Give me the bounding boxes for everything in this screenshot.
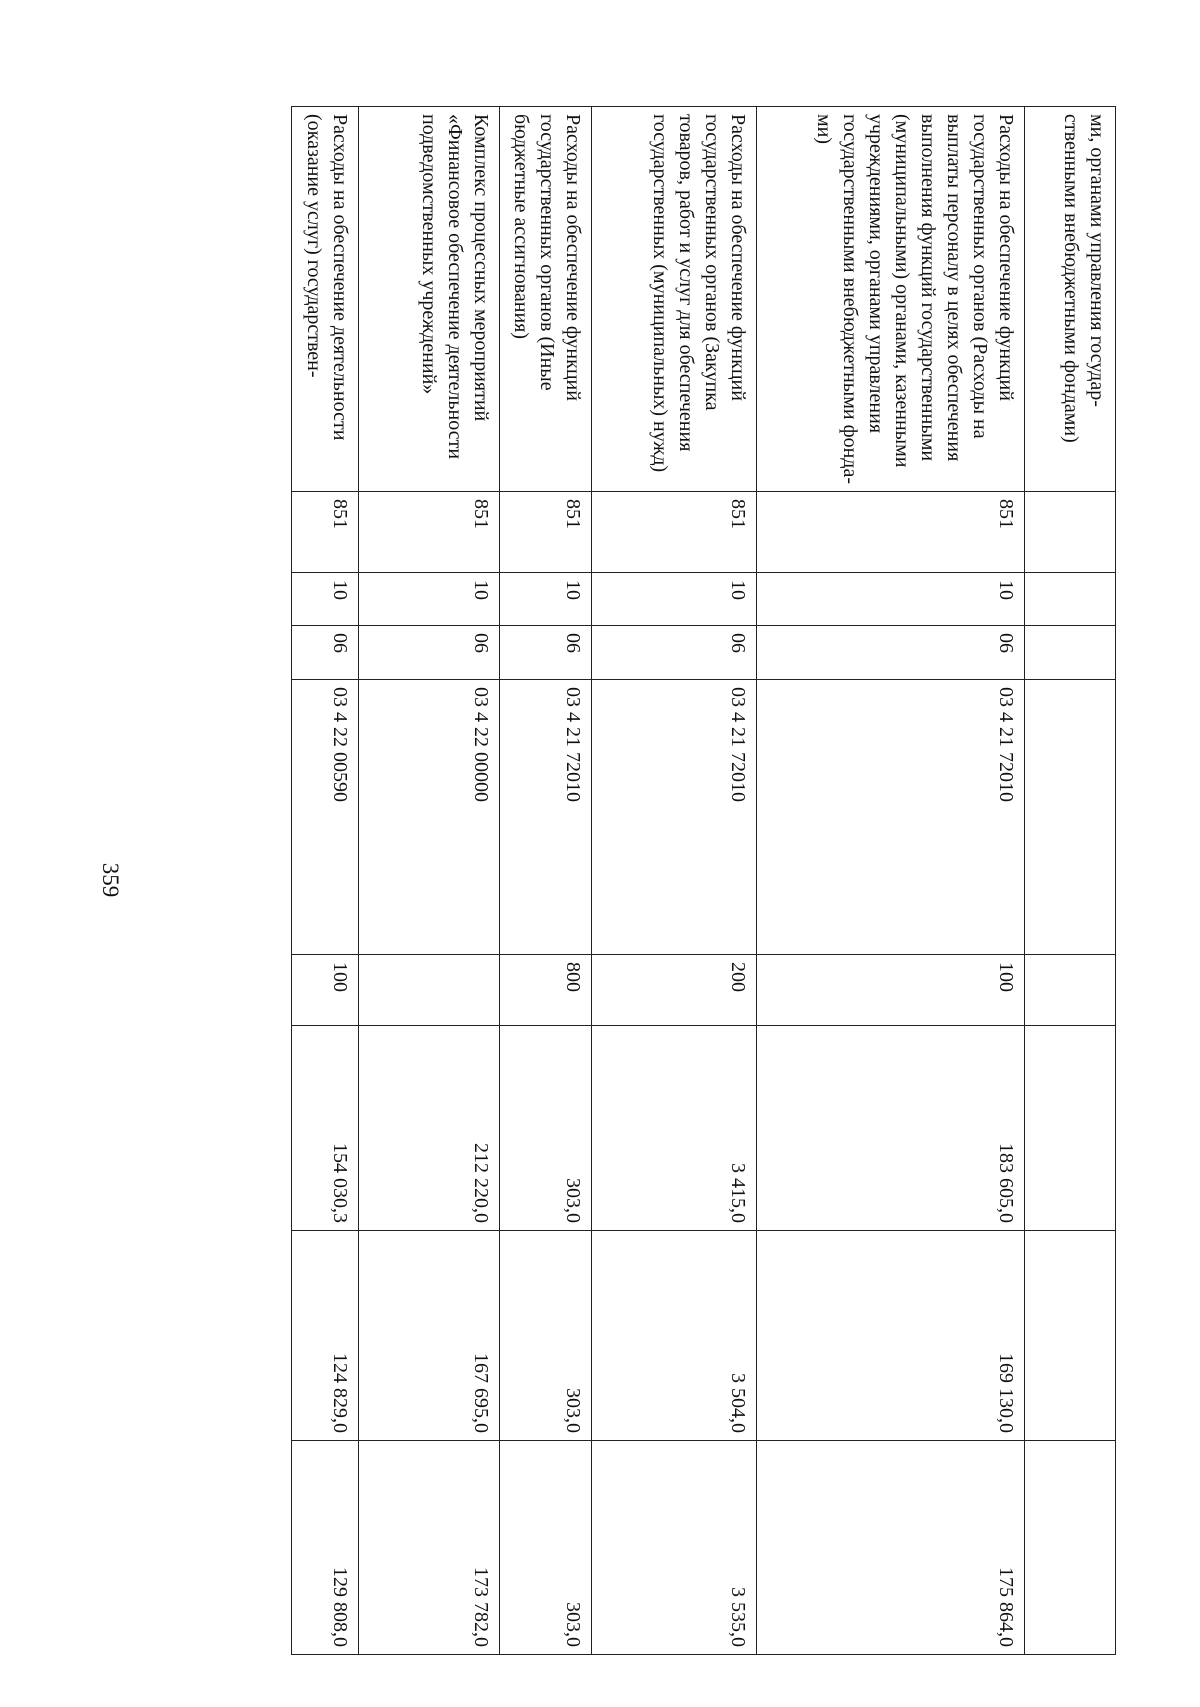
- expense-name-cell: Расходы на обеспечение деятельности (оказание услуг) государствен-: [292, 107, 359, 492]
- amount-year2-cell: 169 130,0: [757, 1231, 1025, 1441]
- expense-type-cell: 200: [592, 955, 757, 1026]
- amount-year3-cell: 175 864,0: [757, 1441, 1025, 1655]
- amount-year3-cell: 303,0: [500, 1441, 592, 1655]
- target-article-cell: 03 4 21 72010: [500, 680, 592, 955]
- expense-name-cell: Расходы на обеспечение функций государственных органов (Расходы на выплаты персоналу в целях обеспечения выполнения функций государственными (муниципальными) органами, казенными учреждениями, органами управления государственными внебюджетными фондами): [757, 107, 1025, 492]
- table-row: [1025, 107, 1116, 1655]
- expense-type-cell: 100: [757, 955, 1025, 1026]
- expense-name-cell: Расходы на обеспечение функций государственных органов (Иные бюджетные ассигнования): [500, 107, 592, 492]
- table-wrapper: [199, 106, 1116, 1654]
- section-code-cell: [1025, 573, 1116, 626]
- table-row: [757, 107, 1025, 1655]
- amount-year2-cell: 124 829,0: [292, 1231, 359, 1441]
- section-code-cell: 10: [500, 573, 592, 626]
- expense-type-cell: [1025, 955, 1116, 1026]
- amount-year2-cell: 3 504,0: [592, 1231, 757, 1441]
- table-row: [359, 107, 500, 1655]
- amount-year2-cell: [1025, 1231, 1116, 1441]
- grbs-code-cell: 851: [292, 492, 359, 573]
- amount-year3-cell: 173 782,0: [359, 1441, 500, 1655]
- grbs-code-cell: 851: [757, 492, 1025, 573]
- subsection-code-cell: 06: [292, 626, 359, 680]
- amount-year3-cell: 3 535,0: [592, 1441, 757, 1655]
- grbs-code-cell: [1025, 492, 1116, 573]
- subsection-code-cell: 06: [500, 626, 592, 680]
- amount-year1-cell: 3 415,0: [592, 1026, 757, 1231]
- target-article-cell: 03 4 21 72010: [757, 680, 1025, 955]
- section-code-cell: 10: [359, 573, 500, 626]
- subsection-code-cell: 06: [592, 626, 757, 680]
- amount-year2-cell: 303,0: [500, 1231, 592, 1441]
- budget-table: [291, 106, 1116, 1655]
- subsection-code-cell: 06: [359, 626, 500, 680]
- grbs-code-cell: 851: [500, 492, 592, 573]
- expense-type-cell: [359, 955, 500, 1026]
- subsection-code-cell: [1025, 626, 1116, 680]
- target-article-cell: 03 4 22 00000: [359, 680, 500, 955]
- amount-year1-cell: 303,0: [500, 1026, 592, 1231]
- grbs-code-cell: 851: [359, 492, 500, 573]
- amount-year1-cell: 183 605,0: [757, 1026, 1025, 1231]
- target-article-cell: [1025, 680, 1116, 955]
- table-row: [292, 107, 359, 1655]
- expense-type-cell: 800: [500, 955, 592, 1026]
- amount-year3-cell: 129 808,0: [292, 1441, 359, 1655]
- section-code-cell: 10: [592, 573, 757, 626]
- expense-name-cell: Расходы на обеспечение функций государственных органов (Закупка товаров, работ и услуг для обеспечения государственных (муниципальных) нужд): [592, 107, 757, 492]
- target-article-cell: 03 4 21 72010: [592, 680, 757, 955]
- amount-year3-cell: [1025, 1441, 1116, 1655]
- section-code-cell: 10: [292, 573, 359, 626]
- table-row: [592, 107, 757, 1655]
- page-number: 359: [98, 862, 123, 898]
- subsection-code-cell: 06: [757, 626, 1025, 680]
- amount-year1-cell: 212 220,0: [359, 1026, 500, 1231]
- amount-year2-cell: 167 695,0: [359, 1231, 500, 1441]
- expense-name-cell: ми, органами управления государственными внебюджетными фондами): [1025, 107, 1116, 492]
- table-row: [500, 107, 592, 1655]
- expense-type-cell: 100: [292, 955, 359, 1026]
- target-article-cell: 03 4 22 00590: [292, 680, 359, 955]
- expense-name-cell: Комплекс процессных мероприятий «Финансовое обеспечение деятельности подведомственных учреждений»: [359, 107, 500, 492]
- amount-year1-cell: 154 030,3: [292, 1026, 359, 1231]
- grbs-code-cell: 851: [592, 492, 757, 573]
- rotated-table-area: [199, 106, 1116, 1654]
- amount-year1-cell: [1025, 1026, 1116, 1231]
- section-code-cell: 10: [757, 573, 1025, 626]
